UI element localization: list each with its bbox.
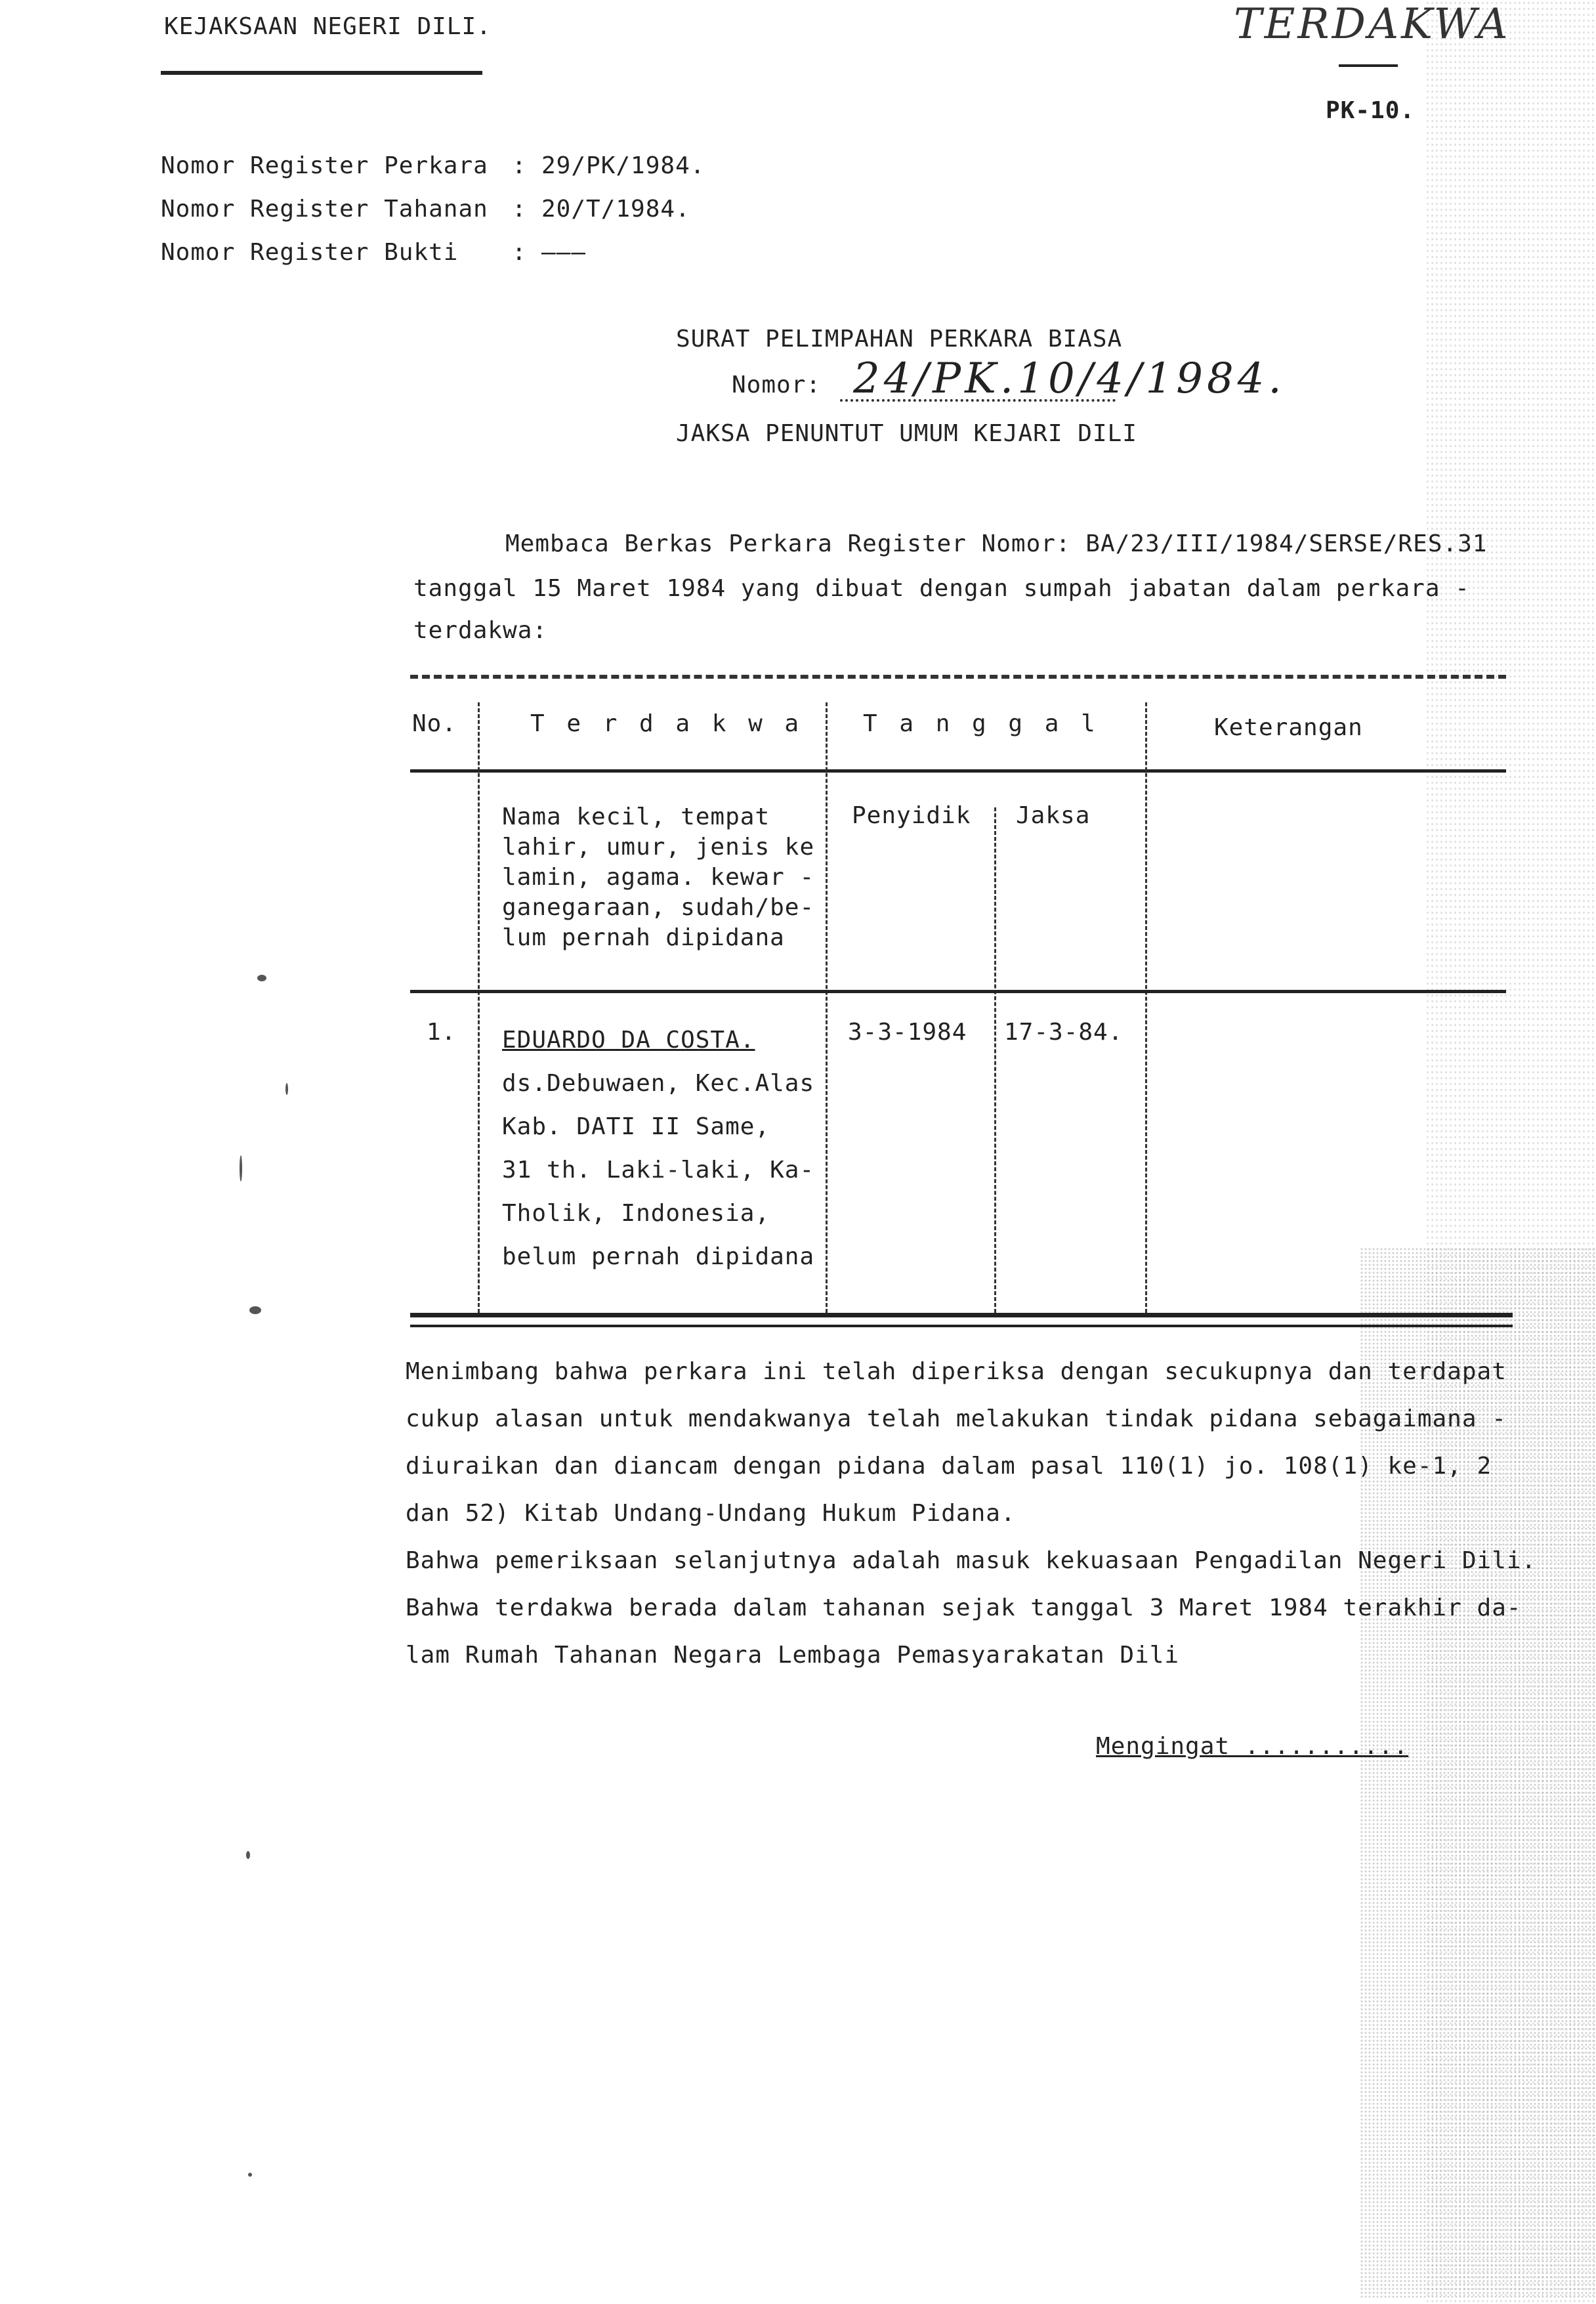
office-underline	[161, 71, 482, 75]
document-title: SURAT PELIMPAHAN PERKARA BIASA	[676, 326, 1123, 352]
scan-speck	[249, 1306, 261, 1314]
header-no: No.	[412, 710, 457, 737]
register-bukti-label: Nomor Register Bukti	[161, 239, 459, 266]
subheader-separator	[410, 990, 1506, 993]
form-code: PK-10.	[1326, 97, 1416, 124]
register-colon: :	[512, 152, 527, 179]
defendant-detail: Tholik, Indonesia,	[502, 1200, 770, 1227]
description-line: Nama kecil, tempat	[502, 803, 770, 830]
table-top-border	[410, 675, 1506, 679]
nomor-label: Nomor:	[732, 372, 822, 398]
terdakwa-description	[502, 802, 814, 953]
office-name: KEJAKSAAN NEGERI DILI.	[164, 13, 492, 40]
intro-line-2: tanggal 15 Maret 1984 yang dibuat dengan sumpah jabatan dalam perkara -	[413, 575, 1470, 602]
header-separator	[410, 769, 1506, 773]
defendant-detail: ds.Debuwaen, Kec.Alas	[502, 1070, 815, 1097]
body-line: Bahwa terdakwa berada dalam tahanan sejak tanggal 3 Maret 1984 terakhir da-	[406, 1594, 1522, 1621]
subheader-jaksa: Jaksa	[1016, 802, 1091, 829]
column-divider	[478, 702, 480, 1313]
description-line: lum pernah dipidana	[502, 924, 785, 951]
scan-speck	[257, 975, 266, 981]
body-line: cukup alasan untuk mendakwanya telah melakukan tindak pidana sebagaimana -	[406, 1405, 1507, 1432]
table-row	[502, 1019, 814, 1279]
subheader-penyidik: Penyidik	[852, 802, 971, 829]
scan-speck	[246, 1851, 250, 1859]
column-divider	[994, 807, 996, 1313]
header-tanggal: T a n g g a l	[863, 710, 1099, 737]
register-tahanan-value: 20/T/1984.	[541, 196, 690, 223]
scan-speck	[285, 1083, 288, 1095]
defendant-detail: Kab. DATI II Same,	[502, 1113, 770, 1140]
header-keterangan: Keterangan	[1214, 714, 1363, 741]
body-line: dan 52) Kitab Undang-Undang Hukum Pidana.	[406, 1500, 1016, 1527]
table-bottom-border-2	[410, 1325, 1513, 1327]
scan-speck	[248, 2173, 252, 2177]
body-line: lam Rumah Tahanan Negara Lembaga Pemasyarakatan Dili	[406, 1642, 1180, 1669]
stamp-mark	[1339, 64, 1398, 67]
register-bukti-value: ———	[541, 239, 587, 266]
header-terdakwa: T e r d a k w a	[530, 710, 803, 737]
issuer-line: JAKSA PENUNTUT UMUM KEJARI DILI	[676, 420, 1137, 447]
intro-line-1: Membaca Berkas Perkara Register Nomor: BA/23/III/1984/SERSE/RES.31	[505, 530, 1488, 557]
body-paragraph	[406, 1348, 1536, 1679]
row-jaksa-date: 17-3-84.	[1004, 1019, 1124, 1046]
defendant-detail: belum pernah dipidana	[502, 1243, 815, 1270]
row-penyidik-date: 3-3-1984	[848, 1019, 967, 1046]
register-tahanan-label: Nomor Register Tahanan	[161, 196, 488, 223]
table-bottom-border	[410, 1313, 1513, 1317]
column-divider	[826, 702, 828, 1313]
handwritten-stamp: TERDAKWA	[1234, 0, 1511, 49]
description-line: lamin, agama. kewar -	[502, 864, 815, 891]
register-perkara-value: 29/PK/1984.	[541, 152, 705, 179]
nomor-handwritten: 24/PK.10/4/1984.	[853, 354, 1286, 403]
defendant-detail: 31 th. Laki-laki, Ka-	[502, 1157, 815, 1184]
register-colon: :	[512, 239, 527, 266]
nomor-dots	[840, 399, 1116, 402]
body-line: Menimbang bahwa perkara ini telah diperiksa dengan secukupnya dan terdapat	[406, 1358, 1507, 1385]
body-line: diuraikan dan diancam dengan pidana dalam pasal 110(1) jo. 108(1) ke-1, 2	[406, 1453, 1492, 1480]
register-colon: :	[512, 196, 527, 223]
defendant-name: EDUARDO DA COSTA.	[502, 1027, 755, 1054]
continuation-marker: Mengingat ...........	[1096, 1733, 1409, 1760]
body-line: Bahwa pemeriksaan selanjutnya adalah masuk kekuasaan Pengadilan Negeri Dili.	[406, 1547, 1537, 1574]
scan-speck	[240, 1155, 242, 1182]
description-line: lahir, umur, jenis ke	[502, 834, 815, 861]
register-perkara-label: Nomor Register Perkara	[161, 152, 488, 179]
description-line: ganegaraan, sudah/be-	[502, 894, 815, 921]
row-no: 1.	[427, 1019, 457, 1046]
column-divider	[1145, 702, 1147, 1313]
intro-line-3: terdakwa:	[413, 617, 548, 644]
